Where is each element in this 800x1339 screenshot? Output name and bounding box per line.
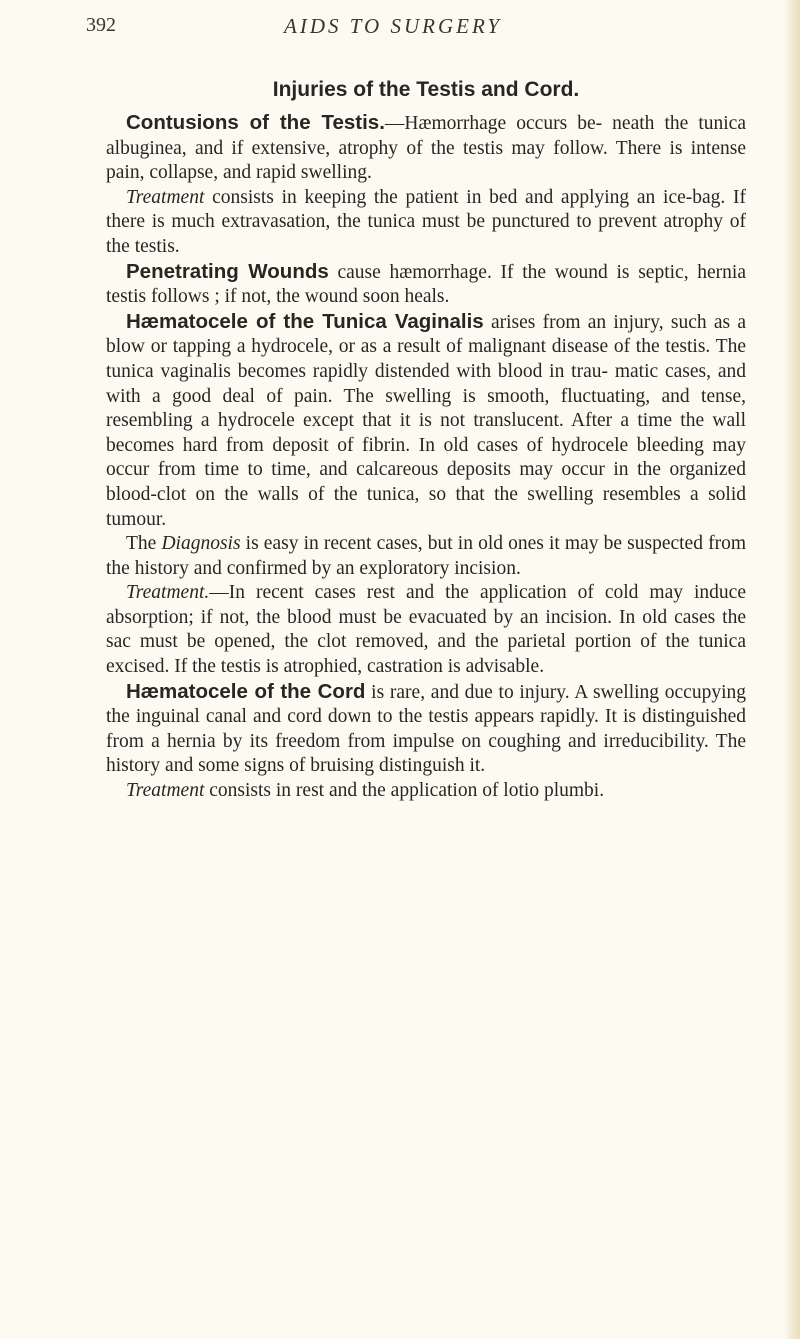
paragraph-text: consists in keeping the patient in bed and applying an ice-bag. If there is much extravasation, the tunica must be punctured to prevent atrophy of the testis. — [106, 186, 746, 257]
section-body — [106, 78, 746, 804]
running-title: AIDS TO SURGERY — [284, 14, 503, 38]
paragraph-text: —Hæmorrhage occurs be- neath the tunica albuginea, and if extensive, atrophy of the testis may follow. There is intense pain, collapse, and rapid swelling. — [106, 113, 746, 184]
paragraph-lead: Penetrating Wounds — [126, 259, 329, 283]
paragraph-lead: Hæmatocele of the Cord — [126, 679, 366, 703]
paragraph-prefix: The — [126, 533, 162, 555]
paragraph-penetrating-wounds — [106, 260, 746, 310]
paragraph-lead: Contusions of the Testis. — [126, 111, 385, 134]
paragraph-lead-italic: Treatment — [126, 186, 205, 208]
paragraph-text: —In recent cases rest and the application of cold may induce absorption; if not, the blood must be evacuated by an incision. In old cases the sac must be opened, the clot removed, and the parietal portion of the tunica excised. If the testis is atrophied, castration is advisable. — [106, 582, 746, 678]
paragraph-haematocele-treatment — [106, 581, 746, 679]
page-number: 392 — [86, 14, 116, 36]
page-edge-shadow — [784, 0, 800, 1339]
paragraph-haematocele-tunica — [106, 310, 746, 532]
paragraph-lead-italic: Treatment. — [126, 582, 210, 604]
paragraph-cord-treatment — [106, 779, 746, 804]
paragraph-text: is easy in recent cases, but in old ones it may be suspected from the history and confirmed by an exploratory incision. — [106, 533, 746, 579]
paragraph-diagnosis — [106, 532, 746, 581]
section-heading: Injuries of the Testis and Cord. — [272, 78, 580, 101]
paragraph-contusions — [106, 111, 746, 186]
paragraph-text: cause hæmorrhage. If the wound is septic, hernia testis follows ; if not, the wound soon heals. — [106, 261, 746, 308]
paragraph-lead-italic: Treatment — [126, 780, 205, 802]
paragraph-text: arises from an injury, such as a blow or tapping a hydrocele, or as a result of malignant disease of the testis. The tunica vaginalis becomes rapidly distended with blood in trau- matic cases, and with a good deal of pain. The swelling is smooth, fluctuating, and tense, resembling a hydrocele except that it is not translucent. After a time the wall becomes hard from deposit of fibrin. In old cases of hydrocele bleeding may occur from time to time, and calcareous deposits may occur in the organized blood-clot on the walls of the tunica, so that the swelling resembles a solid tumour. — [106, 311, 746, 530]
paragraph-lead-italic: Diagnosis — [161, 533, 241, 555]
paragraph-haematocele-cord — [106, 680, 746, 779]
paragraph-text: consists in rest and the application of lotio plumbi. — [204, 780, 605, 802]
running-head — [86, 14, 746, 44]
paragraph-text: is rare, and due to injury. A swelling occupying the inguinal canal and cord down to the testis appears rapidly. It is distinguished from a hernia by its freedom from impulse on coughing and irreducibility. The history and some signs of bruising distinguish it. — [106, 681, 746, 777]
paragraph-contusions-treatment — [106, 186, 746, 260]
paragraph-lead: Hæmatocele of the Tunica Vaginalis — [126, 309, 484, 333]
